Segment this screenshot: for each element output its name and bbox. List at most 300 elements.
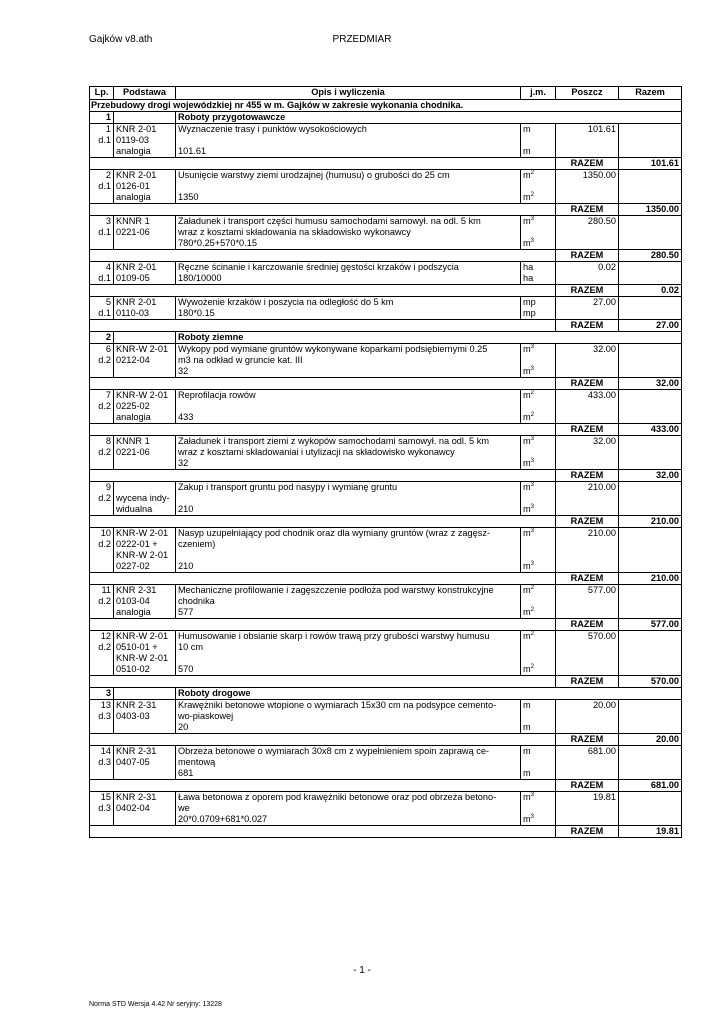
item-unit (521, 390, 556, 424)
item-unit-base: m (523, 664, 531, 674)
table-header-row (90, 87, 682, 100)
item-calculation: 180/10000 (178, 273, 222, 283)
item-unit-bottom (523, 192, 553, 203)
item-basis (114, 262, 176, 285)
item-lp-dept: d.2 (98, 642, 111, 652)
item-lp-dept: d.1 (98, 227, 111, 237)
razem-label: RAZEM (556, 516, 619, 528)
item-description-text (178, 482, 518, 504)
item-poszcz: 681.00 (556, 746, 619, 780)
item-unit-exp: 3 (530, 366, 534, 372)
item-basis-line: analogia (116, 192, 151, 202)
item-basis-line: wycena indy- (116, 493, 170, 503)
item-basis-line: 0212-04 (116, 355, 150, 365)
item-poszcz: 27.00 (556, 297, 619, 320)
item-basis-line: KNR 2-31 (116, 700, 157, 710)
item-unit-base: m (523, 344, 531, 354)
item-basis (114, 344, 176, 378)
item-razem-empty (619, 631, 682, 676)
item-unit-spacer (523, 135, 553, 146)
razem-row (90, 158, 682, 170)
item-unit-spacer (523, 447, 553, 458)
item-unit-base: m (523, 238, 531, 248)
item-basis (114, 170, 176, 204)
razem-value: 210.00 (619, 516, 682, 528)
item-unit-exp: 2 (530, 412, 534, 418)
item-poszcz: 577.00 (556, 585, 619, 619)
razem-spacer (90, 378, 556, 390)
item-lp-dept: d.3 (98, 757, 111, 767)
section-row (90, 688, 682, 700)
item-unit-base: m (523, 814, 531, 824)
item-unit-top (523, 528, 553, 539)
item-description-text (178, 297, 518, 308)
razem-row (90, 516, 682, 528)
razem-label: RAZEM (556, 676, 619, 688)
item-description-line: Zakup i transport gruntu pod nasypy i wymianę gruntu (178, 482, 398, 492)
item-lp (90, 482, 114, 516)
item-description (176, 631, 521, 676)
item-lp-dept: d.2 (98, 401, 111, 411)
razem-row (90, 826, 682, 838)
item-description-line: m3 na odkład w gruncie kat. III (178, 355, 303, 365)
item-unit-bottom (523, 561, 553, 572)
razem-label: RAZEM (556, 250, 619, 262)
section-name: Roboty drogowe (176, 688, 682, 700)
item-calculation: 570 (178, 664, 194, 674)
item-basis-line: 0403-03 (116, 711, 150, 721)
razem-spacer (90, 826, 556, 838)
item-basis-line: KNNR 1 (116, 436, 150, 446)
item-poszcz: 433.00 (556, 390, 619, 424)
item-unit-exp: 3 (530, 238, 534, 244)
item-unit-exp: 2 (530, 390, 534, 396)
item-unit-spacer (523, 642, 553, 664)
razem-value: 210.00 (619, 573, 682, 585)
item-unit-base: m (523, 458, 531, 468)
razem-spacer (90, 516, 556, 528)
item-unit-spacer (523, 596, 553, 607)
item-row (90, 482, 682, 516)
section-row (90, 112, 682, 124)
item-unit-bottom (523, 768, 553, 779)
item-description-line: Załadunek i transport części humusu samochodami samowył. na odl. 5 km (178, 216, 481, 226)
item-unit-top (523, 700, 553, 711)
razem-spacer (90, 470, 556, 482)
item-unit (521, 344, 556, 378)
razem-label: RAZEM (556, 204, 619, 216)
item-description (176, 746, 521, 780)
item-calculation: 210 (178, 561, 194, 571)
razem-spacer (90, 676, 556, 688)
col-header-opis: Opis i wyliczenia (176, 87, 521, 100)
item-lp-number: 4 (105, 262, 111, 272)
item-lp-dept: d.1 (98, 273, 111, 283)
item-unit-base: m (523, 390, 531, 400)
item-razem-empty (619, 297, 682, 320)
item-lp (90, 390, 114, 424)
section-name: Roboty ziemne (176, 332, 682, 344)
item-razem-empty (619, 344, 682, 378)
item-basis-line: KNR 2-31 (116, 792, 157, 802)
przedmiar-table (89, 86, 682, 838)
item-basis-line: KNR 2-01 (116, 170, 157, 180)
razem-value: 280.50 (619, 250, 682, 262)
item-unit-base: mp (523, 297, 536, 307)
item-basis (114, 390, 176, 424)
item-unit-bottom (523, 273, 553, 284)
item-row (90, 436, 682, 470)
section-spacer (114, 332, 176, 344)
item-row (90, 390, 682, 424)
item-basis (114, 700, 176, 734)
item-unit-top (523, 746, 553, 757)
item-unit (521, 746, 556, 780)
razem-row (90, 676, 682, 688)
item-description-line: wraz z kosztami składowania na składowisko wykonawcy (178, 227, 411, 237)
item-row (90, 297, 682, 320)
item-row (90, 124, 682, 158)
item-lp-dept: d.3 (98, 711, 111, 721)
item-unit-bottom (523, 458, 553, 469)
item-description (176, 528, 521, 573)
item-description (176, 585, 521, 619)
item-lp-dept: d.2 (98, 447, 111, 457)
item-unit (521, 792, 556, 826)
item-row (90, 216, 682, 250)
razem-value: 19.81 (619, 826, 682, 838)
item-description (176, 297, 521, 320)
item-basis-line: KNR-W 2-01 (116, 631, 169, 641)
item-basis-line: 0510-01 + (116, 642, 158, 652)
item-lp (90, 436, 114, 470)
razem-row (90, 378, 682, 390)
item-lp-dept: d.2 (98, 493, 111, 503)
item-basis-line: KNR-W 2-01 (116, 528, 169, 538)
item-lp (90, 170, 114, 204)
item-unit-base: m (523, 700, 531, 710)
razem-value: 0.02 (619, 285, 682, 297)
item-unit-top (523, 436, 553, 447)
item-lp (90, 631, 114, 676)
razem-value: 32.00 (619, 378, 682, 390)
item-poszcz: 32.00 (556, 344, 619, 378)
item-description (176, 170, 521, 204)
razem-spacer (90, 285, 556, 297)
col-header-razem: Razem (619, 87, 682, 100)
item-lp-number: 6 (105, 344, 111, 354)
item-lp-number: 8 (105, 436, 111, 446)
item-unit-top (523, 170, 553, 181)
item-description-line: czeniem) (178, 539, 216, 549)
item-unit-base: m (523, 631, 531, 641)
item-description-text (178, 262, 518, 273)
item-basis-line: KNR-W 2-01 (116, 344, 169, 354)
item-basis-line: widualna (116, 504, 153, 514)
item-unit-bottom (523, 308, 553, 319)
item-lp-number: 14 (100, 746, 111, 756)
item-razem-empty (619, 170, 682, 204)
item-basis-line: 0510-02 (116, 664, 150, 674)
item-row (90, 700, 682, 734)
item-calculation: 180*0.15 (178, 308, 215, 318)
item-razem-empty (619, 216, 682, 250)
item-basis (114, 436, 176, 470)
item-description-text (178, 792, 518, 814)
item-unit-exp: 3 (530, 216, 534, 222)
item-description-line: Reprofilacja rowów (178, 390, 256, 400)
col-header-jm: j.m. (521, 87, 556, 100)
item-lp-dept: d.2 (98, 355, 111, 365)
item-unit-base: m (523, 607, 531, 617)
item-unit-exp: 2 (530, 170, 534, 176)
item-calculation: 32 (178, 458, 189, 468)
razem-row (90, 204, 682, 216)
item-unit-bottom (523, 238, 553, 249)
item-unit-top (523, 124, 553, 135)
razem-value: 433.00 (619, 424, 682, 436)
item-unit-base: m (523, 436, 531, 446)
item-poszcz: 210.00 (556, 528, 619, 573)
item-unit-base: m (523, 504, 531, 514)
item-lp (90, 585, 114, 619)
razem-value: 20.00 (619, 734, 682, 746)
item-unit-base: m (523, 722, 531, 732)
item-unit-exp: 3 (530, 561, 534, 567)
item-unit-bottom (523, 146, 553, 157)
item-row (90, 528, 682, 573)
item-unit-bottom (523, 814, 553, 825)
item-basis-line: 0221-06 (116, 447, 150, 457)
item-row (90, 792, 682, 826)
item-razem-empty (619, 124, 682, 158)
item-unit-base: m (523, 170, 531, 180)
item-lp-number: 7 (105, 390, 111, 400)
item-description-line: Wykopy pod wymiane gruntów wykonywane koparkami podsiębiernymi 0.25 (178, 344, 488, 354)
item-lp-number: 3 (105, 216, 111, 226)
item-basis-line: KNR-W 2-01 (116, 653, 169, 663)
item-description-line: Usunięcie warstwy ziemi urodzajnej (humusu) o grubości do 25 cm (178, 170, 450, 180)
item-basis (114, 528, 176, 573)
item-lp-number: 9 (105, 482, 111, 492)
item-unit (521, 436, 556, 470)
item-poszcz: 570.00 (556, 631, 619, 676)
item-description-line: Krawężniki betonowe wtopione o wymiarach 15x30 cm na podsypce cemento- (178, 700, 497, 710)
item-unit-top (523, 390, 553, 401)
item-unit-spacer (523, 401, 553, 412)
section-name: Roboty przygotowawcze (176, 112, 682, 124)
item-basis-line: 0222-01 + (116, 539, 158, 549)
razem-spacer (90, 424, 556, 436)
razem-row (90, 424, 682, 436)
document-filename: Gajków v8.ath (89, 34, 153, 45)
item-lp-dept: d.3 (98, 803, 111, 813)
item-poszcz: 32.00 (556, 436, 619, 470)
item-description-text (178, 390, 518, 412)
section-row (90, 332, 682, 344)
item-unit-spacer (523, 757, 553, 768)
item-unit-base: m (523, 561, 531, 571)
razem-value: 1350.00 (619, 204, 682, 216)
item-unit-base: m (523, 216, 531, 226)
item-lp (90, 216, 114, 250)
item-description-line: Mechaniczne profilowanie i zagęszczenie podłoża pod warstwy konstrukcyjne (178, 585, 494, 595)
item-unit (521, 124, 556, 158)
item-description-text (178, 746, 518, 768)
item-calculation: 780*0.25+570*0.15 (178, 238, 257, 248)
item-description-text (178, 124, 518, 146)
section-number: 2 (90, 332, 114, 344)
item-unit-spacer (523, 355, 553, 366)
razem-value: 681.00 (619, 780, 682, 792)
razem-label: RAZEM (556, 780, 619, 792)
item-razem-empty (619, 436, 682, 470)
razem-spacer (90, 780, 556, 792)
item-basis-line: KNR-W 2-01 (116, 550, 169, 560)
item-description-line: wraz z kosztami składowaniai i utylizacji na składowisko wykonawcy (178, 447, 455, 457)
item-unit-top (523, 792, 553, 803)
item-basis-line: KNR 2-01 (116, 297, 157, 307)
item-unit-exp: 2 (530, 607, 534, 613)
item-unit-spacer (523, 493, 553, 504)
item-lp (90, 344, 114, 378)
razem-label: RAZEM (556, 573, 619, 585)
item-lp-dept: d.2 (98, 596, 111, 606)
item-basis-line: KNR-W 2-01 (116, 390, 169, 400)
item-unit-bottom (523, 722, 553, 733)
item-description-text (178, 344, 518, 366)
razem-value: 570.00 (619, 676, 682, 688)
item-basis (114, 124, 176, 158)
razem-spacer (90, 734, 556, 746)
item-unit-exp: 3 (530, 792, 534, 798)
item-unit-base: m (523, 366, 531, 376)
item-unit (521, 700, 556, 734)
item-description (176, 262, 521, 285)
item-lp-number: 11 (101, 585, 111, 595)
item-unit-exp: 3 (530, 504, 534, 510)
item-lp-dept: d.1 (98, 135, 111, 145)
item-lp-dept: d.1 (98, 308, 111, 318)
item-lp-dept: d.2 (98, 539, 111, 549)
item-razem-empty (619, 792, 682, 826)
item-description-line: mentową (178, 757, 216, 767)
item-unit-spacer (523, 539, 553, 561)
item-basis (114, 216, 176, 250)
item-poszcz: 210.00 (556, 482, 619, 516)
item-unit-exp: 2 (530, 585, 534, 591)
item-unit-base: ha (523, 262, 534, 272)
item-unit-top (523, 585, 553, 596)
footer-version: Norma STD Wersja 4.42 Nr seryjny: 13228 (89, 1001, 222, 1008)
item-lp (90, 528, 114, 573)
item-basis-line: analogia (116, 146, 151, 156)
item-calculation: 20 (178, 722, 189, 732)
col-header-podstawa: Podstawa (114, 87, 176, 100)
razem-spacer (90, 250, 556, 262)
item-description-text (178, 585, 518, 607)
item-unit-base: m (523, 528, 531, 538)
item-description (176, 792, 521, 826)
item-unit-exp: 2 (530, 664, 534, 670)
item-unit-top (523, 482, 553, 493)
item-unit-exp: 2 (530, 192, 534, 198)
item-basis-line: 0227-02 (116, 561, 150, 571)
item-lp (90, 262, 114, 285)
section-spacer (114, 112, 176, 124)
item-description (176, 344, 521, 378)
item-poszcz: 20.00 (556, 700, 619, 734)
item-unit-exp: 3 (530, 344, 534, 350)
razem-label: RAZEM (556, 619, 619, 631)
item-basis-line: 0407-05 (116, 757, 150, 767)
razem-row (90, 285, 682, 297)
item-row (90, 262, 682, 285)
item-unit-top (523, 631, 553, 642)
item-razem-empty (619, 700, 682, 734)
section-number: 1 (90, 112, 114, 124)
item-razem-empty (619, 746, 682, 780)
item-unit (521, 297, 556, 320)
page-number: - 1 - (353, 965, 371, 976)
razem-label: RAZEM (556, 424, 619, 436)
razem-row (90, 250, 682, 262)
item-unit-bottom (523, 412, 553, 423)
item-unit-bottom (523, 366, 553, 377)
item-row (90, 344, 682, 378)
item-unit-top (523, 297, 553, 308)
item-lp (90, 700, 114, 734)
item-unit-exp: 3 (530, 528, 534, 534)
item-unit-base: m (523, 482, 531, 492)
item-poszcz: 280.50 (556, 216, 619, 250)
item-lp-number: 1 (105, 124, 111, 134)
item-unit-base: m (523, 585, 531, 595)
item-basis-line: KNNR 1 (116, 216, 150, 226)
item-basis (114, 297, 176, 320)
razem-label: RAZEM (556, 470, 619, 482)
razem-label: RAZEM (556, 734, 619, 746)
item-description (176, 124, 521, 158)
item-unit-exp: 3 (530, 814, 534, 820)
item-description-line: Wyznaczenie trasy i punktów wysokościowych (178, 124, 367, 134)
item-basis-line: 0103-04 (116, 596, 150, 606)
item-unit-base: m (523, 192, 531, 202)
item-razem-empty (619, 528, 682, 573)
item-unit-bottom (523, 664, 553, 675)
item-basis-line: 0402-04 (116, 803, 150, 813)
item-unit-spacer (523, 227, 553, 238)
item-razem-empty (619, 390, 682, 424)
razem-label: RAZEM (556, 285, 619, 297)
item-description-text (178, 631, 518, 664)
item-lp-number: 2 (105, 170, 111, 180)
item-unit-base: mp (523, 308, 536, 318)
razem-spacer (90, 619, 556, 631)
item-basis-line: 0109-05 (116, 273, 150, 283)
item-description (176, 700, 521, 734)
item-lp-number: 5 (105, 297, 111, 307)
item-basis-line: analogia (116, 607, 151, 617)
item-unit-exp: 3 (530, 482, 534, 488)
item-unit-exp: 2 (530, 631, 534, 637)
item-calculation: 32 (178, 366, 189, 376)
razem-spacer (90, 204, 556, 216)
col-header-poszcz: Poszcz (556, 87, 619, 100)
item-unit-base: m (523, 792, 531, 802)
item-lp (90, 124, 114, 158)
item-basis (114, 746, 176, 780)
